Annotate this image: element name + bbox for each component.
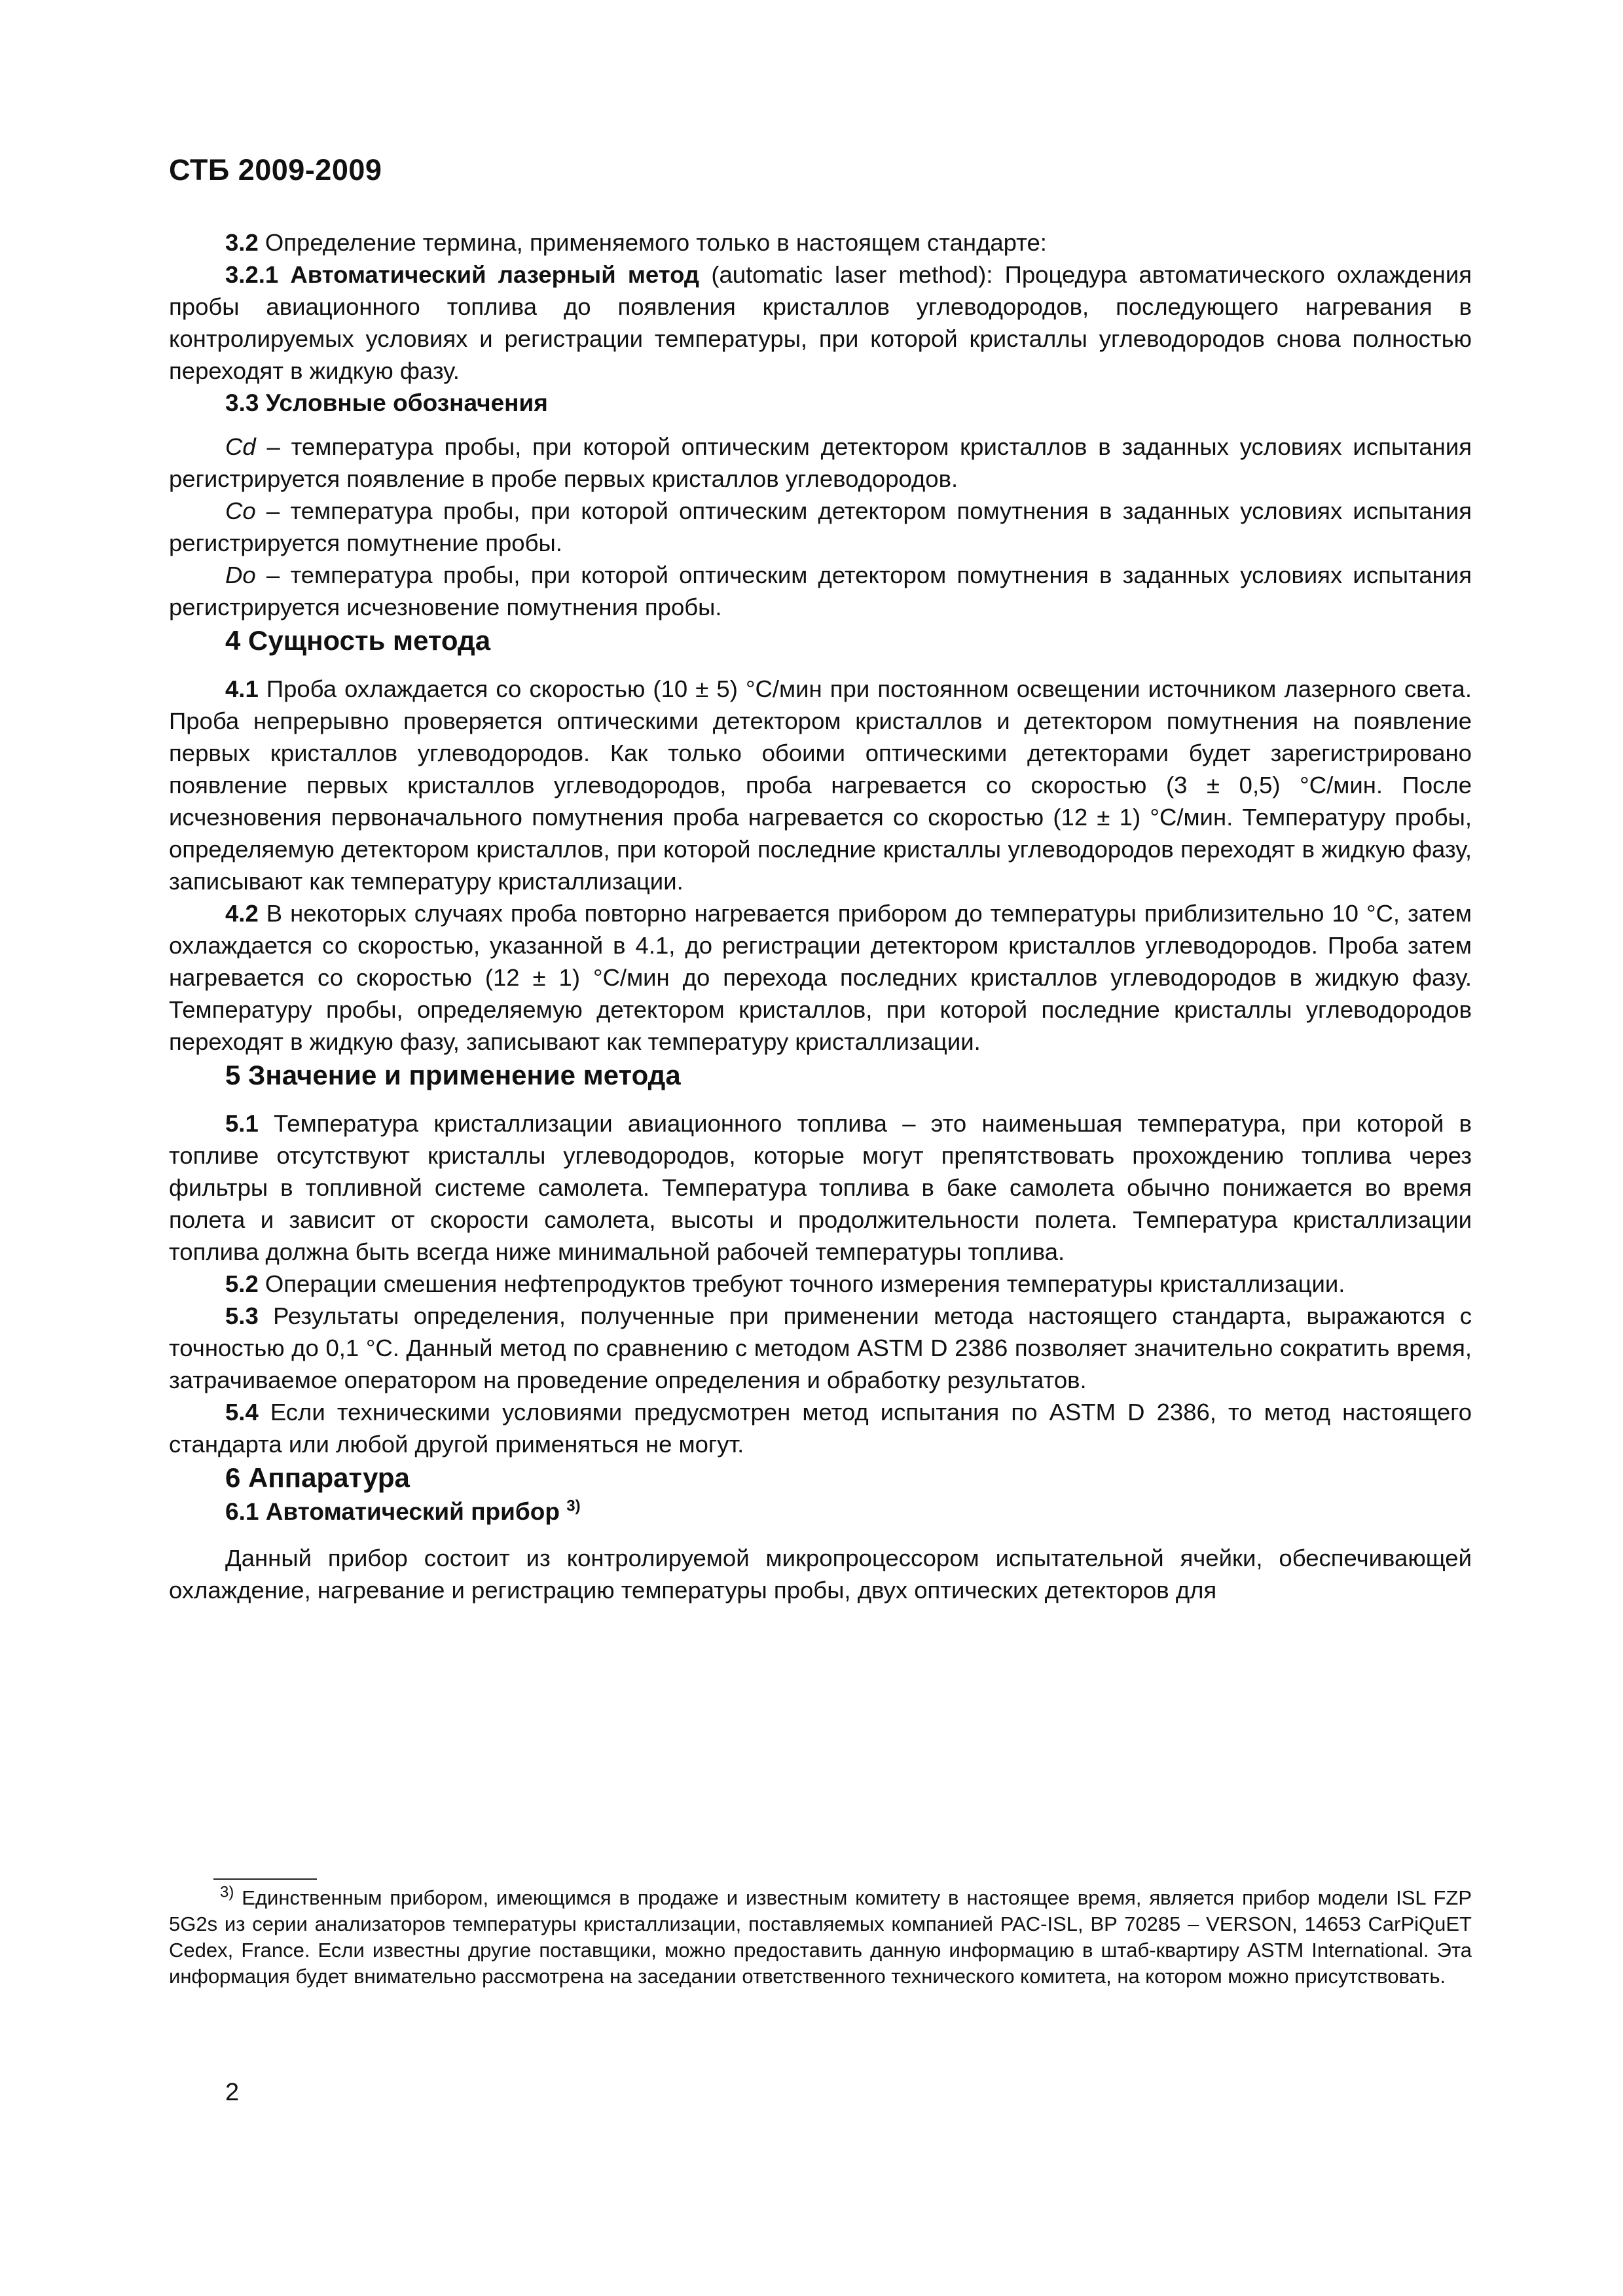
document-body xyxy=(169,226,1472,1606)
subheading-text: 6.1 Автоматический прибор xyxy=(225,1498,560,1525)
clause-3-2-1 xyxy=(169,259,1472,387)
symbol-text: – температура пробы, при которой оптическим детектором помутнения в заданных условиях испытания регистрируется помутнение пробы. xyxy=(169,497,1472,556)
document-code: СТБ 2009-2009 xyxy=(169,153,382,187)
symbol: Cd xyxy=(225,433,256,460)
clause-text: Результаты определения, полученные при применении метода настоящего стандарта, выражаются с точностью до 0,1 °С. Данный метод по сравнению с методом ASTM D 2386 позволяет значительно сократить время, затрачиваемое оператором на проведение определения и обработку результатов. xyxy=(169,1302,1472,1393)
term-name: Автоматический лазерный метод xyxy=(278,261,700,288)
clause-number: 3.2 xyxy=(225,229,259,256)
page-number: 2 xyxy=(225,2079,240,2106)
clause-number: 3.2.1 xyxy=(225,261,279,288)
clause-5-1 xyxy=(169,1107,1472,1268)
symbol: Co xyxy=(225,497,256,524)
symbol-text: – температура пробы, при которой оптическим детектором помутнения в заданных условиях испытания регистрируется исчезновение помутнения пробы. xyxy=(169,562,1472,620)
footnote-marker: 3) xyxy=(220,1883,234,1901)
clause-text: Операции смешения нефтепродуктов требуют точного измерения температуры кристаллизации. xyxy=(258,1270,1345,1297)
symbol-definition xyxy=(169,559,1472,623)
clause-3-2 xyxy=(169,226,1472,259)
clause-5-2 xyxy=(169,1268,1472,1300)
section-heading-6: 6 Аппаратура xyxy=(225,1462,410,1493)
clause-5-4 xyxy=(169,1396,1472,1460)
clause-number: 5.4 xyxy=(225,1399,259,1426)
section-heading-5: 5 Значение и применение метода xyxy=(225,1060,681,1090)
clause-number: 5.1 xyxy=(225,1110,259,1137)
clause-number: 5.2 xyxy=(225,1270,259,1297)
footnote xyxy=(169,1885,1472,1990)
clause-6-1-text: Данный прибор состоит из контролируемой микропроцессором испытательной ячейки, обеспечивающей охлаждение, нагревание и регистрацию температуры пробы, двух оптических детекторов для xyxy=(169,1545,1472,1604)
symbol: Do xyxy=(225,562,256,588)
section-heading-4: 4 Сущность метода xyxy=(225,625,491,656)
footnote-divider xyxy=(213,1878,317,1880)
clause-text: В некоторых случаях проба повторно нагревается прибором до температуры приблизительно 10 °С, затем охлаждается со скоростью, указанной в 4.1, до регистрации детектором кристаллов углеводородов. Проба затем нагревается со скоростью (12 ± 1) °С/мин до перехода последних кристаллов углеводородов в жидкую фазу. Температуру пробы, определяемую детектором кристаллов, при которой последние кристаллы углеводородов переходят в жидкую фазу, записывают как температуру кристаллизации. xyxy=(169,900,1472,1055)
clause-text: Температура кристаллизации авиационного топлива – это наименьшая температура, при которой в топливе отсутствуют кристаллы углеводородов, которые могут препятствовать прохождению топлива через фильтры в топливной системе самолета. Температура топлива в баке самолета обычно понижается во время полета и зависит от скорости самолета, высоты и продолжительности полета. Температура кристаллизации топлива должна быть всегда ниже минимальной рабочей температуры топлива. xyxy=(169,1110,1472,1265)
clause-5-3 xyxy=(169,1300,1472,1396)
clause-4-1 xyxy=(169,673,1472,897)
clause-number: 5.3 xyxy=(225,1302,259,1329)
symbol-definition xyxy=(169,495,1472,559)
symbol-definition xyxy=(169,431,1472,495)
clause-text: Проба охлаждается со скоростью (10 ± 5) °С/мин при постоянном освещении источником лазерного света. Проба непрерывно проверяется оптическими детектором кристаллов и детектором помутнения на появление первых кристаллов углеводородов. Как только обоими оптическими детекторами будет зарегистрировано появление первых кристаллов углеводородов, проба нагревается со скоростью (3 ± 0,5) °С/мин. После исчезновения первоначального помутнения проба нагревается со скоростью (12 ± 1) °С/мин. Температуру пробы, определяемую детектором кристаллов, при которой последние кристаллы углеводородов переходят в жидкую фазу, записывают как температуру кристаллизации. xyxy=(169,675,1472,895)
clause-number: 4.1 xyxy=(225,675,259,702)
heading-3-3: 3.3 Условные обозначения xyxy=(225,389,548,416)
symbol-text: – температура пробы, при которой оптическим детектором кристаллов в заданных условиях испытания регистрируется появление в пробе первых кристаллов углеводородов. xyxy=(169,433,1472,492)
footnote-ref: 3) xyxy=(566,1497,581,1515)
footnote-text: Единственным прибором, имеющимся в продаже и известным комитету в настоящее время, является прибор модели ISL FZP 5G2s из серии анализаторов температуры кристаллизации, поставляемых компанией PAC-ISL, BP 70285 – VERSON, 14653 CarPiQuET Cedex, France. Если известны другие поставщики, можно предоставить данную информацию в штаб-квартиру ASTM International. Эта информация будет внимательно рассмотрена на заседании ответственного технического комитета, на котором можно присутствовать. xyxy=(169,1886,1472,1988)
clause-text: Если техническими условиями предусмотрен метод испытания по ASTM D 2386, то метод настоящего стандарта или любой другой применяться не могут. xyxy=(169,1399,1472,1458)
clause-text: (automatic laser method): Процедура автоматического охлаждения пробы авиационного топлива до появления кристаллов углеводородов, последующего нагревания в контролируемых условиях и регистрации температуры, при которой кристаллы углеводородов снова полностью переходят в жидкую фазу. xyxy=(169,261,1472,384)
clause-4-2 xyxy=(169,897,1472,1058)
clause-text: Определение термина, применяемого только в настоящем стандарте: xyxy=(258,229,1047,256)
footnote-text-block xyxy=(169,1885,1472,1990)
heading-6-1 xyxy=(169,1496,1472,1528)
clause-number: 4.2 xyxy=(225,900,259,927)
